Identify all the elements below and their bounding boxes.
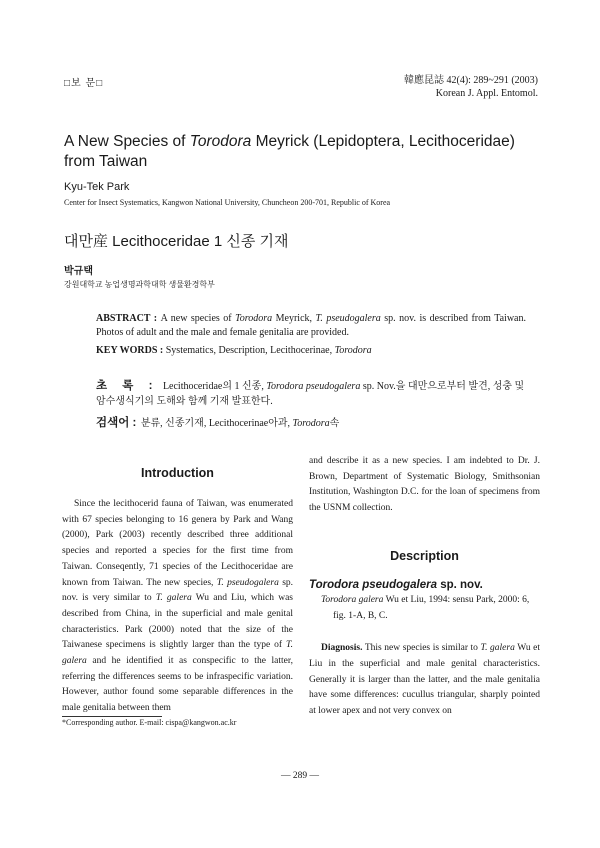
author-name: Kyu-Tek Park — [64, 181, 130, 193]
diagnosis-text-1: This new species is similar to — [362, 643, 481, 654]
abstract-text-2: Meyrick, — [272, 313, 316, 324]
abstract-text-3: sp. nov. is described from Taiwan. Photos of adult and the male and female genitalia are provided. — [96, 313, 526, 338]
title-line2: from Taiwan — [64, 153, 148, 170]
title-genus: Torodora — [189, 133, 252, 150]
diagnosis-species: T. galera — [480, 643, 515, 654]
footnote-divider — [62, 716, 162, 717]
abstract — [96, 312, 526, 339]
journal-info — [404, 74, 538, 100]
species-suffix: sp. nov. — [437, 578, 483, 591]
intro-text-3: Wu and Liu, which was described from China, in the superficial and male genital characteristics. Park (2000) noted that the size of the Taiwanese specimens is slightly larger than the type of — [62, 593, 293, 651]
title-part1: A New Species of — [64, 133, 190, 150]
intro-species-1: T. pseudogalera — [216, 577, 279, 588]
abstract-species: T. pseudogalera — [315, 313, 381, 324]
author-affiliation: Center for Insect Systematics, Kangwon National University, Chuncheon 200-701, Republic of Korea — [64, 198, 391, 207]
title-part2: Meyrick (Lepidoptera, Lecithoceridae) — [251, 133, 515, 150]
synonym-name: Torodora galera — [321, 594, 384, 605]
page-number: — 289 — — [281, 771, 319, 781]
abstract-text-1: A new species of — [160, 313, 236, 324]
intro-text-4: and he identified it as conspecific to the latter, referring the differences seems to be infraspecific variation. However, author found some separable differences in the male genitalia between them — [62, 656, 293, 714]
korean-keywords-label: 검색어 : — [96, 417, 137, 429]
abstract-genus: Torodora — [235, 313, 273, 324]
korean-abstract-text-1: Lecithoceridae의 1 신종, — [160, 381, 267, 392]
species-name: Torodora pseudogalera — [309, 578, 438, 591]
abstract-label: ABSTRACT : — [96, 313, 161, 324]
journal-citation: 韓應昆誌 42(4): 289~291 (2003) — [403, 75, 538, 86]
intro-species-3: T. galera — [62, 640, 293, 667]
korean-abstract-text-2: sp. Nov.을 대만으로부터 발견, 성충 및 암수생식기의 도해와 함께 기재 발표한다. — [96, 381, 525, 407]
diagnosis-text-2: Wu et Liu in the superficial and male genital characteristics. Generally it is larger than the latter, and the male genitalia have some differences: cucullus triangular, sharply pointed at lower apex and not very convex on — [309, 643, 540, 717]
diagnosis-label: Diagnosis. — [321, 643, 363, 654]
right-column — [309, 454, 540, 720]
journal-name: Korean J. Appl. Entomol. — [435, 88, 538, 99]
paper-title — [64, 132, 554, 172]
introduction-continuation: and describe it as a new species. I am indebted to Dr. J. Brown, Department of Systematic Biology, Smithsonian Institution, Washington D.C. for the loan of specimens from the USNM collection. — [309, 456, 540, 514]
intro-text-1: Since the lecithocerid fauna of Taiwan, was enumerated with 67 species belonging to 16 genera by Park and Wang (2000), Park (2003) recently described three additional species and reported a species for the first time from Taiwan. Conseqently, 71 species of the Lecithoceridae are known from Taiwan. The new species, — [62, 499, 293, 588]
left-column — [62, 466, 293, 717]
synonym-line — [321, 593, 540, 624]
species-heading — [309, 579, 540, 591]
section-tag: □보 문□ — [64, 78, 104, 89]
keywords-label: KEY WORDS : — [96, 345, 166, 356]
korean-keywords-genus: Torodora — [292, 418, 330, 429]
korean-author: 박규택 — [64, 266, 93, 277]
korean-keywords — [96, 414, 526, 430]
keywords-genus: Torodora — [334, 345, 372, 356]
korean-affiliation: 강원대학교 농업생명과학대학 생물환경학부 — [64, 280, 215, 289]
introduction-heading: Introduction — [141, 466, 214, 480]
footnote: *Corresponding author. E-mail: cispa@kangwon.ac.kr — [62, 718, 237, 727]
korean-abstract-label: 초 록 : — [96, 380, 159, 392]
korean-abstract-species: Torodora pseudogalera — [266, 381, 361, 392]
korean-title: 대만産 Lecithoceridae 1 신종 기재 — [64, 233, 289, 250]
korean-keywords-text-2: 속 — [329, 418, 340, 429]
korean-abstract — [96, 379, 526, 409]
intro-text-2: sp. nov. is very similar to — [62, 577, 294, 604]
korean-keywords-text-1: 분류, 신종기재, Lecithocerinae아과, — [138, 418, 293, 429]
intro-species-2: T. galera — [155, 593, 192, 604]
diagnosis-paragraph — [309, 641, 540, 720]
keywords-text: Systematics, Description, Lecithocerinae, — [165, 345, 335, 356]
keywords — [96, 345, 526, 356]
introduction-paragraph — [62, 497, 293, 717]
description-heading: Description — [390, 548, 459, 563]
synonym-text: Wu et Liu, 1994: sensu Park, 2000: 6, fig. 1-A, B, C. — [333, 594, 530, 621]
